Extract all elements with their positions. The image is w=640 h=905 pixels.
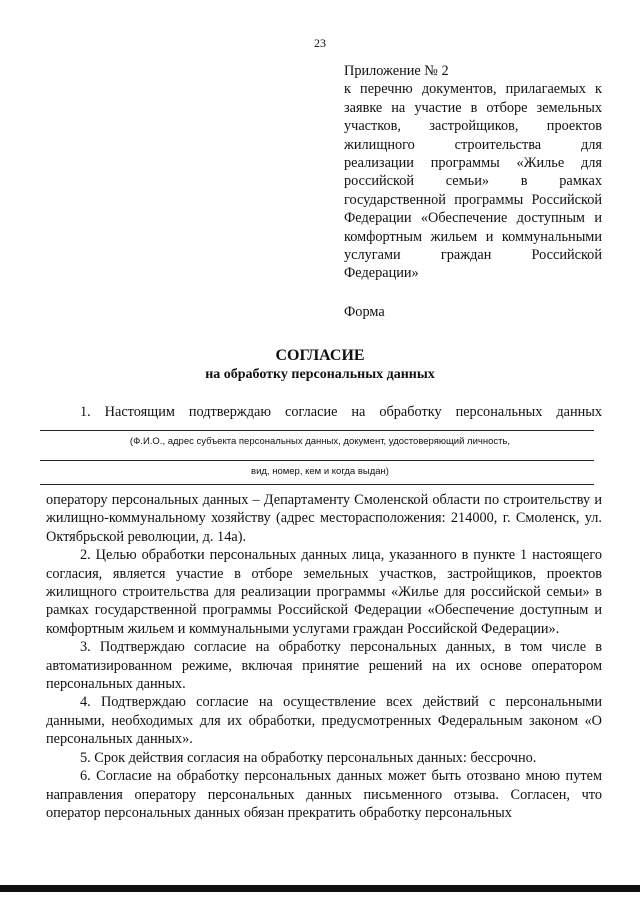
paragraph-6: 6. Согласие на обработку персональных данных может быть отозвано мною путем направления оператору персональных данных письменного отзыва. Согласен, что оператор персональных данных обязан прекратить обработку персональных bbox=[46, 768, 602, 821]
paragraph-4: 4. Подтверждаю согласие на осуществление всех действий с персональными данными, необходимых для их обработки, предусмотренных Федеральным законом «О персональных данных». bbox=[46, 694, 602, 748]
paragraph-1-continuation: оператору персональных данных – Департаменту Смоленской области по строительству и жилищно-коммунальному хозяйству (адрес месторасположения: 214000, г. Смоленск, ул. Октябрьской революции, д. 14а). bbox=[46, 492, 602, 545]
consent-body bbox=[46, 491, 602, 822]
fill-in-line bbox=[40, 430, 594, 431]
appendix-block bbox=[344, 62, 602, 321]
fill-in-line bbox=[40, 460, 594, 461]
consent-intro: 1. Настоящим подтверждаю согласие на обработку персональных данных bbox=[80, 404, 602, 420]
fill-in-line bbox=[40, 484, 594, 485]
appendix-title: Приложение № 2 bbox=[344, 63, 449, 79]
paragraph-2: 2. Целью обработки персональных данных лица, указанного в пункте 1 настоящего согласия, является участие в отборе земельных участков, застройщиков, проектов жилищного строительства для реализации программы «Жилье для российской семьи» в рамках государственной программы Российской Федерации «Обеспечение доступным и комфортным жильем и коммунальными услугами граждан Российской Федерации». bbox=[46, 547, 602, 637]
document-subtitle: на обработку персональных данных bbox=[205, 367, 435, 382]
scan-bottom-border bbox=[0, 885, 640, 892]
paragraph-5: 5. Срок действия согласия на обработку персональных данных: бессрочно. bbox=[80, 749, 537, 766]
appendix-description: к перечню документов, прилагаемых к заявке на участие в отборе земельных участков, застройщиков, проектов жилищного строительства для реализации программы «Жилье для российской семьи» в рамках государственной программы Российской Федерации «Обеспечение доступным и комфортным жильем и коммунальными услугами граждан Российской Федерации» bbox=[344, 81, 602, 282]
fill-in-caption: (Ф.И.О., адрес субъекта персональных данных, документ, удостоверяющий личность, bbox=[129, 436, 511, 447]
document-title: СОГЛАСИЕ bbox=[275, 347, 365, 364]
paragraph-3: 3. Подтверждаю согласие на обработку персональных данных, в том числе в автоматизированном режиме, включая принятие решений на их основе оператором персональных данных. bbox=[46, 639, 602, 693]
page-number: 23 bbox=[314, 36, 326, 50]
fill-in-caption: вид, номер, кем и когда выдан) bbox=[251, 466, 389, 477]
document-heading bbox=[0, 346, 640, 384]
form-label: Форма bbox=[344, 303, 385, 320]
